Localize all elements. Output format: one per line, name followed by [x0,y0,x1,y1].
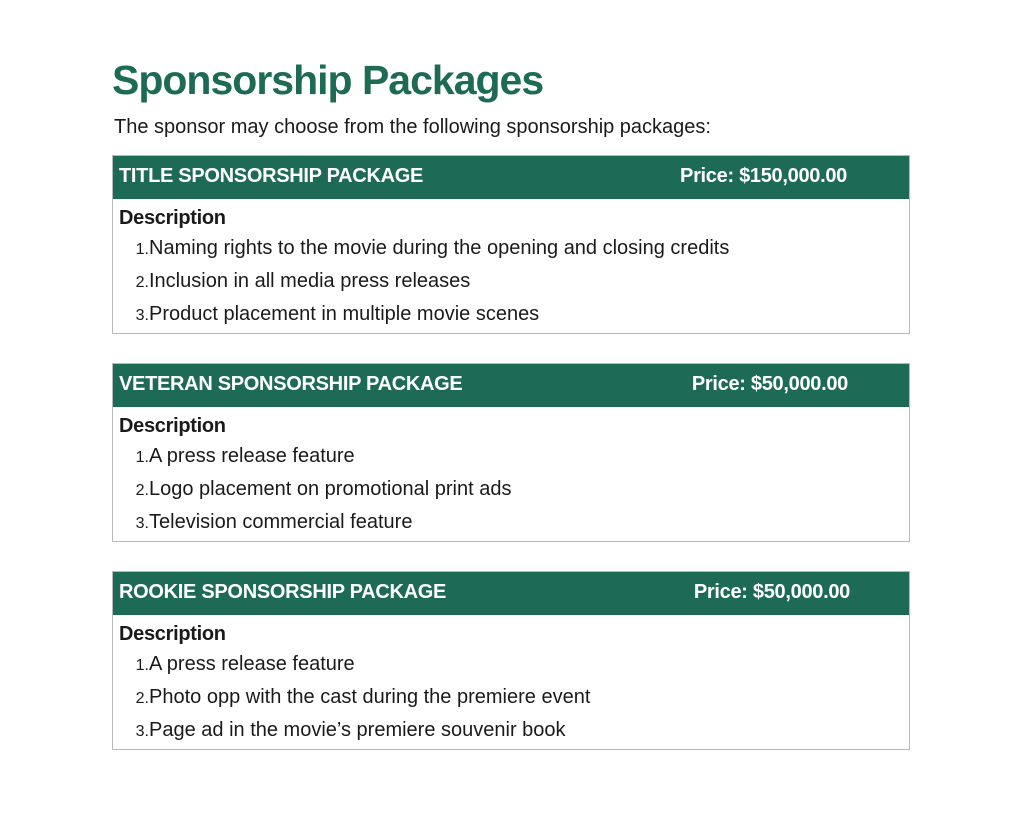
package-header [113,156,909,199]
package-name: TITLE SPONSORSHIP PACKAGE [119,165,424,187]
package-price: Price: $150,000.00 [680,165,847,187]
list-item-text: Product placement in multiple movie scenes [149,303,540,325]
package-body [113,615,909,749]
description-label: Description [119,207,226,229]
package-body [113,407,909,541]
list-item-number: 1. [135,241,149,258]
list-item [119,478,909,511]
list-item [119,237,909,270]
list-item-text: Photo opp with the cast during the premiere event [149,686,591,708]
description-label: Description [119,415,226,437]
package-rookie-sponsorship [112,571,910,750]
list-item-number: 1. [135,657,149,674]
package-body [113,199,909,333]
package-name: ROOKIE SPONSORSHIP PACKAGE [119,581,447,603]
list-item [119,686,909,719]
list-item [119,445,909,478]
list-item-number: 3. [135,515,149,532]
list-item-number: 2. [135,482,149,499]
package-name: VETERAN SPONSORSHIP PACKAGE [119,373,463,395]
list-item [119,511,909,544]
list-item-number: 2. [135,690,149,707]
list-item-text: A press release feature [149,445,355,467]
list-item [119,653,909,686]
package-veteran-sponsorship [112,363,910,542]
package-header [113,364,909,407]
description-label: Description [119,623,226,645]
page-title: Sponsorship Packages [112,57,544,103]
list-item-number: 1. [135,449,149,466]
list-item [119,270,909,303]
list-item-number: 2. [135,274,149,291]
list-item-text: Logo placement on promotional print ads [149,478,512,500]
list-item-text: A press release feature [149,653,355,675]
benefit-list [119,237,909,336]
list-item-text: Television commercial feature [149,511,413,533]
package-header [113,572,909,615]
list-item-number: 3. [135,723,149,740]
list-item [119,719,909,752]
list-item [119,303,909,336]
benefit-list [119,445,909,544]
list-item-text: Page ad in the movie’s premiere souvenir book [149,719,566,741]
list-item-text: Inclusion in all media press releases [149,270,471,292]
package-price: Price: $50,000.00 [691,373,848,395]
intro-text: The sponsor may choose from the following sponsorship packages: [114,116,711,138]
benefit-list [119,653,909,752]
list-item-text: Naming rights to the movie during the opening and closing credits [149,237,730,259]
package-price: Price: $50,000.00 [693,581,850,603]
package-title-sponsorship [112,155,910,334]
list-item-number: 3. [135,307,149,324]
